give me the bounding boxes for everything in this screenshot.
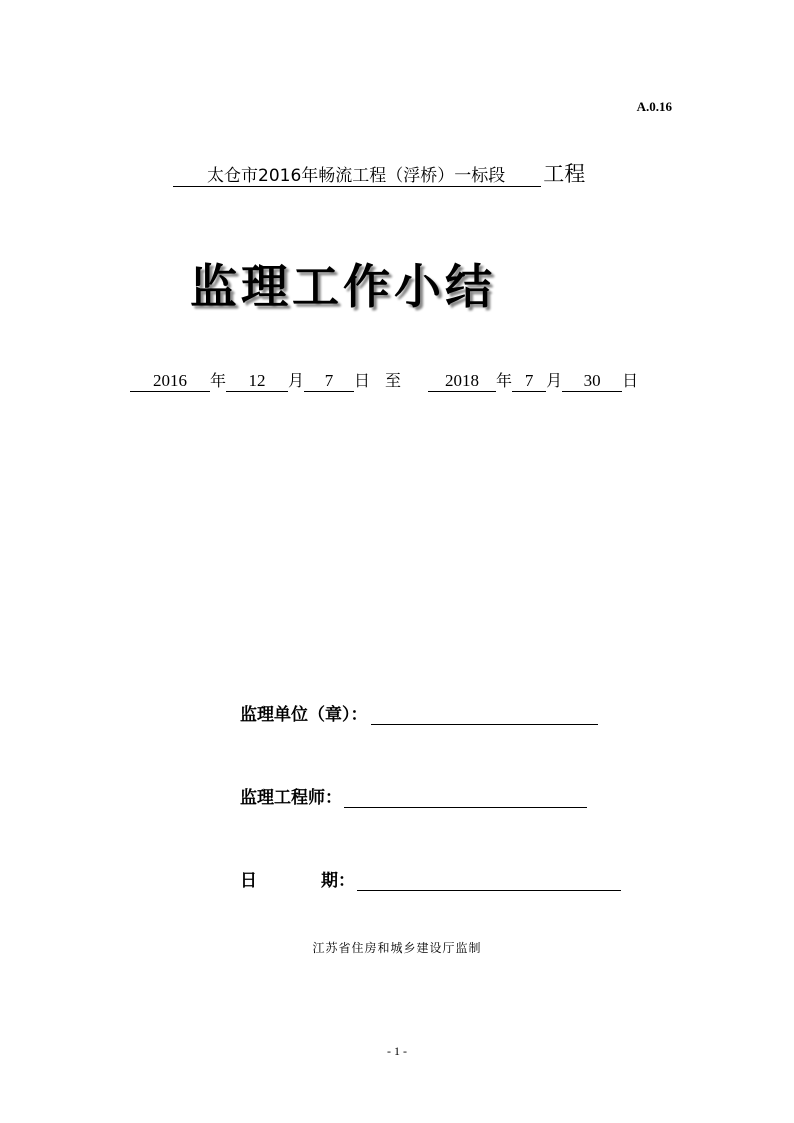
project-line	[173, 158, 585, 188]
date-label-2: 期：	[321, 871, 355, 891]
project-suffix: 工程	[543, 162, 586, 186]
period-line	[130, 368, 638, 392]
day-char: 日	[354, 371, 371, 390]
start-day: 7	[304, 371, 354, 392]
end-year-char: 年	[496, 371, 513, 390]
document-title: 监理工作小结	[190, 260, 496, 315]
engineer-label: 监理工程师：	[240, 788, 342, 808]
end-month: 7	[512, 371, 546, 392]
end-month-char: 月	[546, 371, 563, 390]
year-char: 年	[210, 371, 227, 390]
supervision-unit-field[interactable]	[371, 706, 598, 725]
date-label-1: 日	[240, 871, 257, 891]
supervision-unit-row	[240, 700, 598, 725]
project-name-underline	[173, 161, 541, 187]
supervision-unit-label: 监理单位（章）：	[240, 705, 368, 725]
issuer-footer: 江苏省住房和城乡建设厅监制	[312, 941, 482, 955]
month-char: 月	[288, 371, 305, 390]
start-month: 12	[226, 371, 288, 392]
end-year: 2018	[428, 371, 496, 392]
start-year: 2016	[130, 371, 210, 392]
engineer-field[interactable]	[344, 789, 587, 808]
page-number: - 1 -	[387, 1044, 407, 1058]
end-day: 30	[562, 371, 622, 392]
end-day-char: 日	[622, 371, 639, 390]
project-name: 太仓市2016年畅流工程（浮桥）一标段	[207, 166, 506, 186]
date-row	[240, 866, 621, 891]
date-field[interactable]	[357, 872, 621, 891]
engineer-row	[240, 783, 587, 808]
to-char: 至	[385, 371, 402, 390]
form-code: A.0.16	[636, 99, 672, 114]
